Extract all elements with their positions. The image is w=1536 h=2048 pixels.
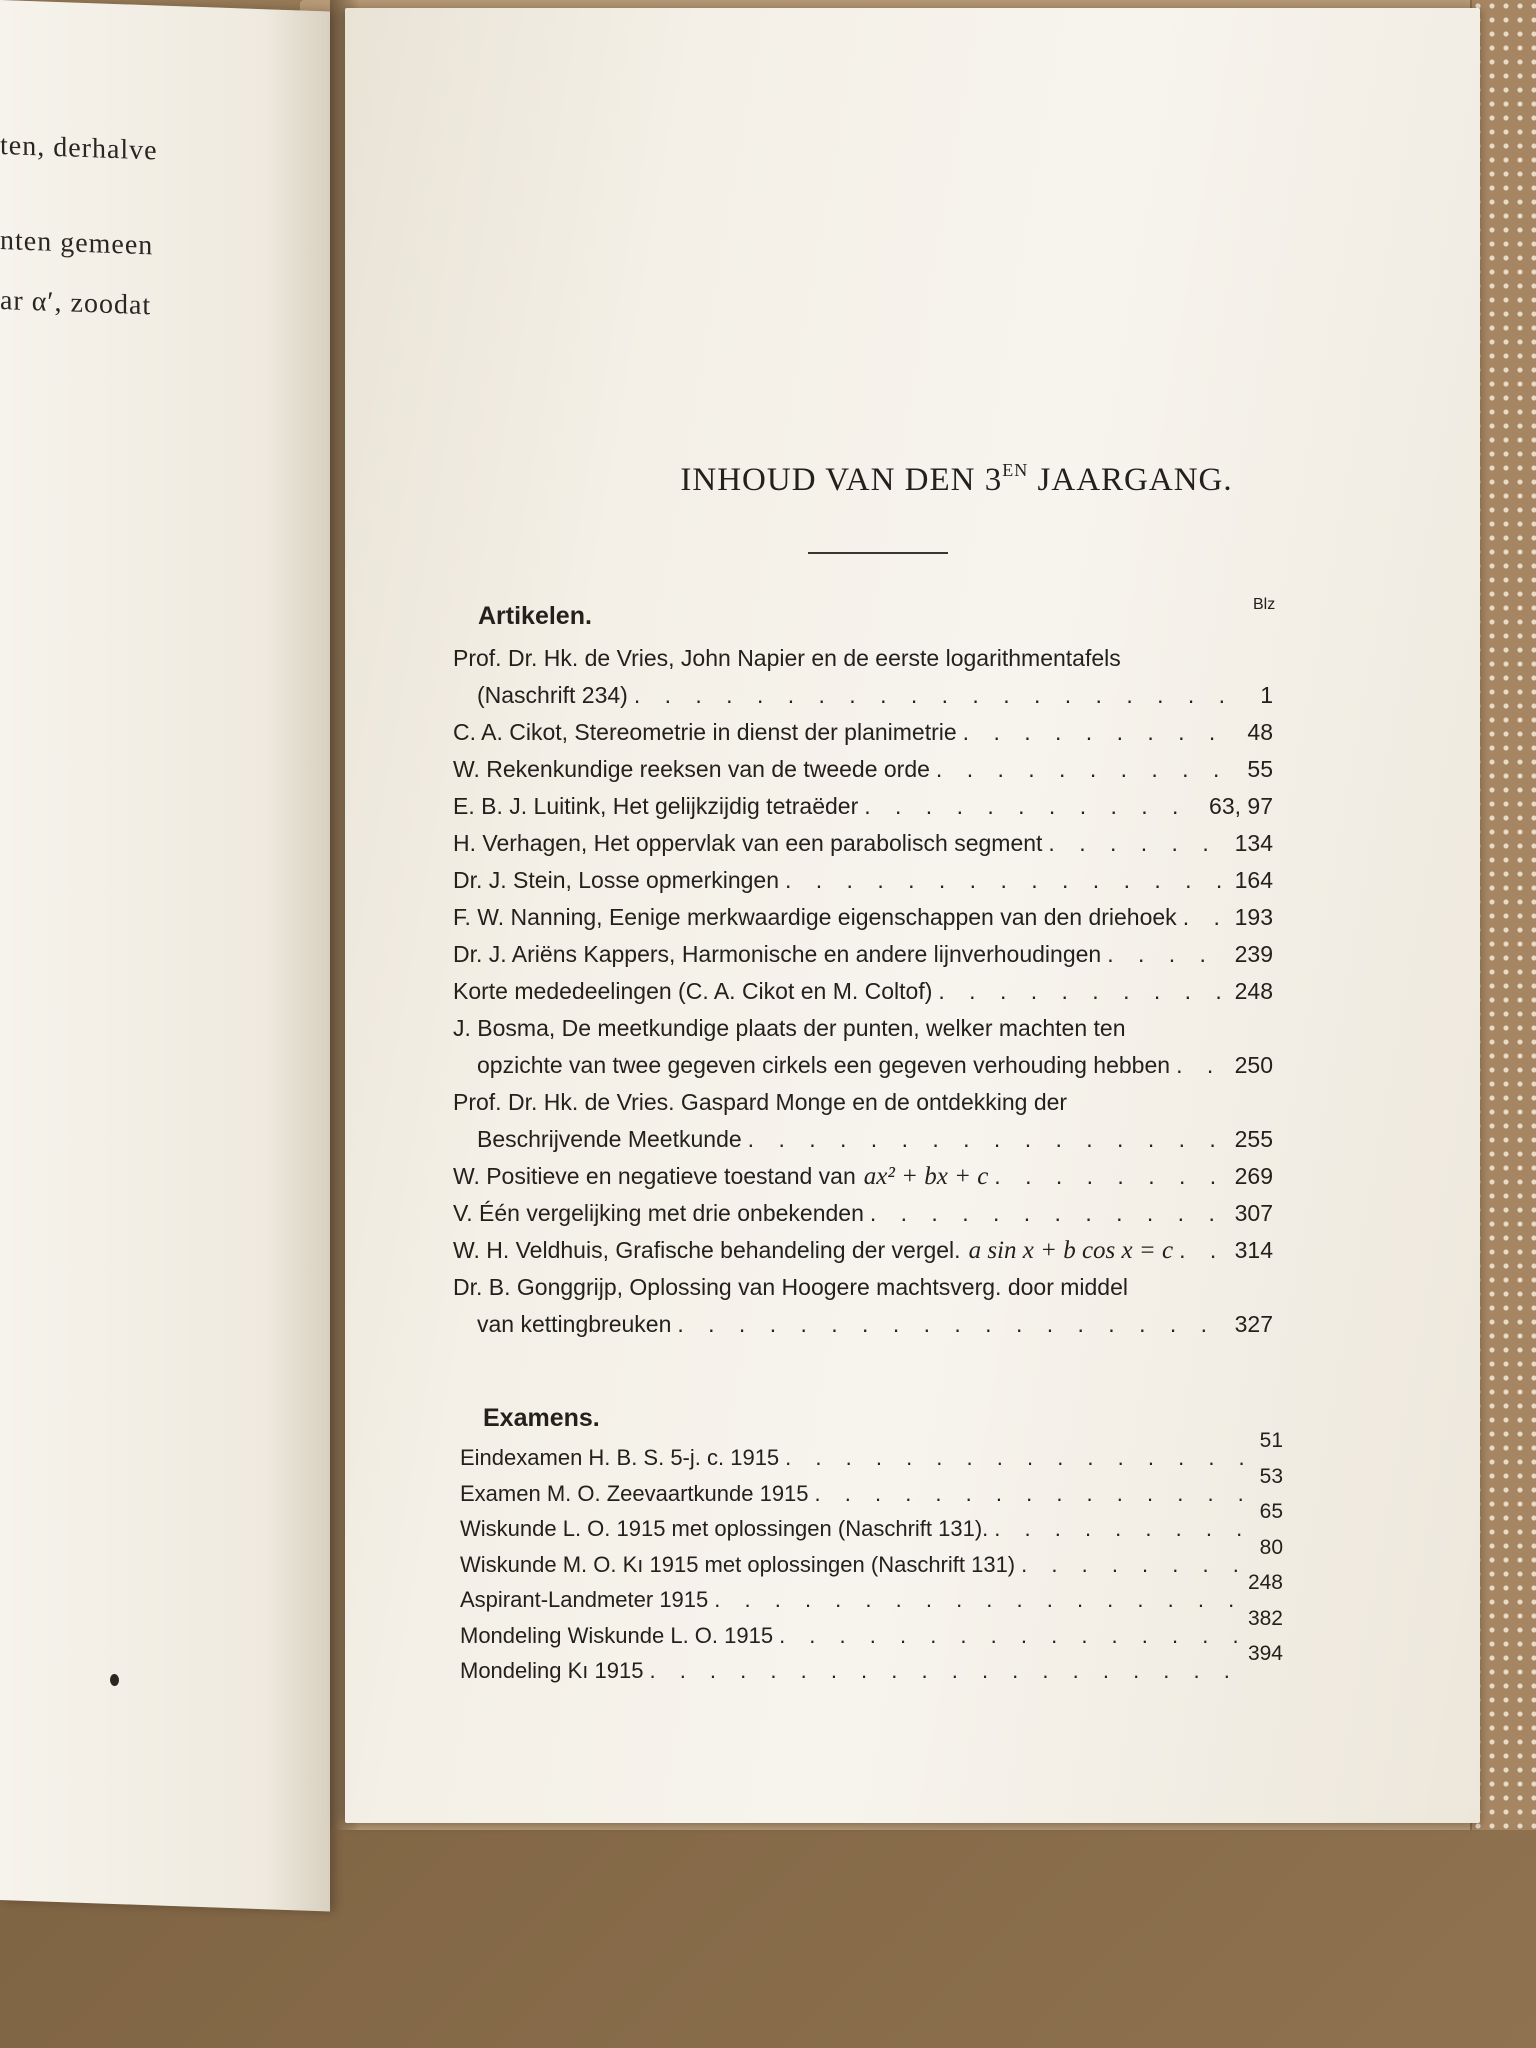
exam-page-number: 51 xyxy=(1259,1429,1283,1452)
article-entry xyxy=(453,1010,1273,1084)
article-entry xyxy=(453,973,1273,1010)
exam-title: Mondeling Kı 1915 xyxy=(460,1658,644,1683)
article-page-number: 193 xyxy=(1234,904,1273,930)
math-expression: ax² + bx + c xyxy=(863,1163,989,1190)
article-entry xyxy=(453,1195,1273,1232)
dot-leader xyxy=(1179,1232,1229,1269)
exam-page-number: 248 xyxy=(1247,1571,1283,1594)
dot-leader xyxy=(785,862,1229,899)
section-title-artikelen: Artikelen. xyxy=(478,602,592,630)
article-title: Dr. J. Ariëns Kappers, Harmonische en andere lijnverhoudingen xyxy=(453,941,1102,967)
article-entry xyxy=(453,714,1273,751)
article-page-number: 164 xyxy=(1234,867,1273,893)
exam-title: Wiskunde L. O. 1915 met oplossingen (Naschrift 131). xyxy=(460,1516,989,1541)
article-title: C. A. Cikot, Stereometrie in dienst der planimetrie xyxy=(453,719,957,745)
article-page-number: 55 xyxy=(1247,756,1273,782)
article-entry xyxy=(453,751,1273,788)
article-entry xyxy=(453,788,1273,825)
left-page xyxy=(0,0,330,1912)
exam-title: Mondeling Wiskunde L. O. 1915 xyxy=(460,1622,774,1648)
article-entry xyxy=(453,1084,1273,1158)
article-title: Prof. Dr. Hk. de Vries. Gaspard Monge en de ontdekking der xyxy=(453,1089,1068,1115)
article-entry xyxy=(453,862,1273,899)
article-page-number: 1 xyxy=(1260,682,1273,708)
exam-entry xyxy=(460,1547,1250,1583)
article-page-number: 63, 97 xyxy=(1209,793,1273,819)
exam-title: Examen M. O. Zeevaartkunde 1915 xyxy=(460,1480,809,1506)
article-title: Dr. B. Gonggrijp, Oplossing van Hoogere machtsverg. door middel xyxy=(453,1274,1128,1300)
article-entry xyxy=(453,640,1273,714)
exam-entry xyxy=(460,1653,1250,1689)
article-entry xyxy=(453,1269,1273,1343)
exam-page-number: 65 xyxy=(1259,1500,1283,1523)
dot-leader xyxy=(748,1121,1229,1158)
exam-page-number: 394 xyxy=(1247,1642,1283,1665)
right-page xyxy=(345,8,1480,1823)
article-page-number: 239 xyxy=(1234,941,1273,967)
left-page-line: nten gemeen xyxy=(0,225,154,262)
section-title-examens: Examens. xyxy=(483,1404,600,1432)
dot-leader xyxy=(994,1158,1228,1195)
article-title: van kettingbreuken xyxy=(477,1311,672,1337)
exam-page-number: 382 xyxy=(1247,1606,1283,1630)
left-page-line: ten, derhalve xyxy=(0,130,158,167)
exam-page-numbers xyxy=(1223,1423,1283,1672)
article-entry xyxy=(453,825,1273,862)
dot-leader xyxy=(938,973,1228,1010)
dot-leader xyxy=(634,677,1237,714)
article-page-number: 307 xyxy=(1234,1200,1273,1226)
article-page-number: 250 xyxy=(1234,1052,1273,1078)
article-title: E. B. J. Luitink, Het gelijkzijdig tetraëder xyxy=(453,793,859,819)
exam-page-number: 53 xyxy=(1259,1464,1283,1488)
article-title: Beschrijvende Meetkunde xyxy=(477,1126,742,1152)
table-of-contents xyxy=(345,8,1480,1823)
dot-leader xyxy=(1107,936,1228,973)
dot-leader xyxy=(649,1653,1244,1689)
exam-entry xyxy=(460,1440,1250,1476)
dot-leader xyxy=(963,714,1237,751)
dot-leader xyxy=(994,1511,1244,1547)
dot-leader xyxy=(677,1306,1228,1343)
exam-page-number: 80 xyxy=(1259,1535,1283,1559)
dot-leader xyxy=(779,1618,1244,1654)
article-title: (Naschrift 234) xyxy=(477,682,628,708)
article-page-number: 255 xyxy=(1234,1126,1273,1152)
article-title: Prof. Dr. Hk. de Vries, John Napier en de eerste logarithmentafels xyxy=(453,645,1121,671)
dot-leader xyxy=(785,1440,1244,1476)
dot-leader xyxy=(1183,899,1229,936)
article-title: W. Positieve en negatieve toestand van xyxy=(453,1163,856,1189)
article-title: opzichte van twee gegeven cirkels een gegeven verhouding hebben xyxy=(477,1052,1171,1078)
dot-leader xyxy=(936,751,1237,788)
left-page-line: ar α′, zoodat xyxy=(0,285,152,322)
article-page-number: 48 xyxy=(1247,719,1273,745)
article-title: H. Verhagen, Het oppervlak van een parabolisch segment xyxy=(453,830,1043,856)
article-page-number: 134 xyxy=(1234,830,1273,856)
article-entry xyxy=(453,1232,1273,1269)
dot-leader xyxy=(815,1476,1244,1512)
article-page-number: 248 xyxy=(1234,978,1273,1004)
article-page-number: 269 xyxy=(1234,1163,1273,1189)
article-page-number: 314 xyxy=(1234,1237,1273,1263)
dot-leader xyxy=(870,1195,1229,1232)
exam-title: Wiskunde M. O. Kı 1915 met oplossingen (Naschrift 131) xyxy=(460,1551,1016,1577)
exam-entry xyxy=(460,1476,1250,1512)
dot-leader xyxy=(714,1582,1244,1618)
dot-leader xyxy=(1021,1547,1244,1583)
article-entry xyxy=(453,899,1273,936)
article-title: V. Één vergelijking met drie onbekenden xyxy=(453,1200,864,1226)
exam-entry xyxy=(460,1618,1250,1654)
article-entry xyxy=(453,936,1273,973)
article-title: W. Rekenkundige reeksen van de tweede orde xyxy=(453,756,930,782)
math-expression: a sin x + b cos x = c xyxy=(968,1237,1174,1264)
exam-entry xyxy=(460,1582,1250,1618)
article-title: W. H. Veldhuis, Grafische behandeling der vergel. xyxy=(453,1237,961,1263)
dot-leader xyxy=(1048,825,1228,862)
dot-leader xyxy=(864,788,1203,825)
page-column-label: Blz xyxy=(1253,596,1276,613)
exam-title: Eindexamen H. B. S. 5-j. c. 1915 xyxy=(460,1445,780,1470)
article-page-number: 327 xyxy=(1234,1311,1273,1337)
article-title: Korte mededeelingen (C. A. Cikot en M. Coltof) xyxy=(453,978,933,1004)
article-title: F. W. Nanning, Eenige merkwaardige eigenschappen van den driehoek xyxy=(453,904,1177,930)
page-title: INHOUD VAN DEN $3^{EN}$ JAARGANG. xyxy=(680,460,1233,498)
title-divider xyxy=(808,552,948,554)
exam-entry xyxy=(460,1511,1250,1547)
exam-title: Aspirant-Landmeter 1915 xyxy=(460,1587,709,1612)
article-title: Dr. J. Stein, Losse opmerkingen xyxy=(453,867,779,893)
ink-spot xyxy=(110,1674,119,1686)
article-entry xyxy=(453,1158,1273,1195)
dot-leader xyxy=(1176,1047,1229,1084)
article-title: J. Bosma, De meetkundige plaats der punten, welker machten ten xyxy=(453,1015,1126,1041)
